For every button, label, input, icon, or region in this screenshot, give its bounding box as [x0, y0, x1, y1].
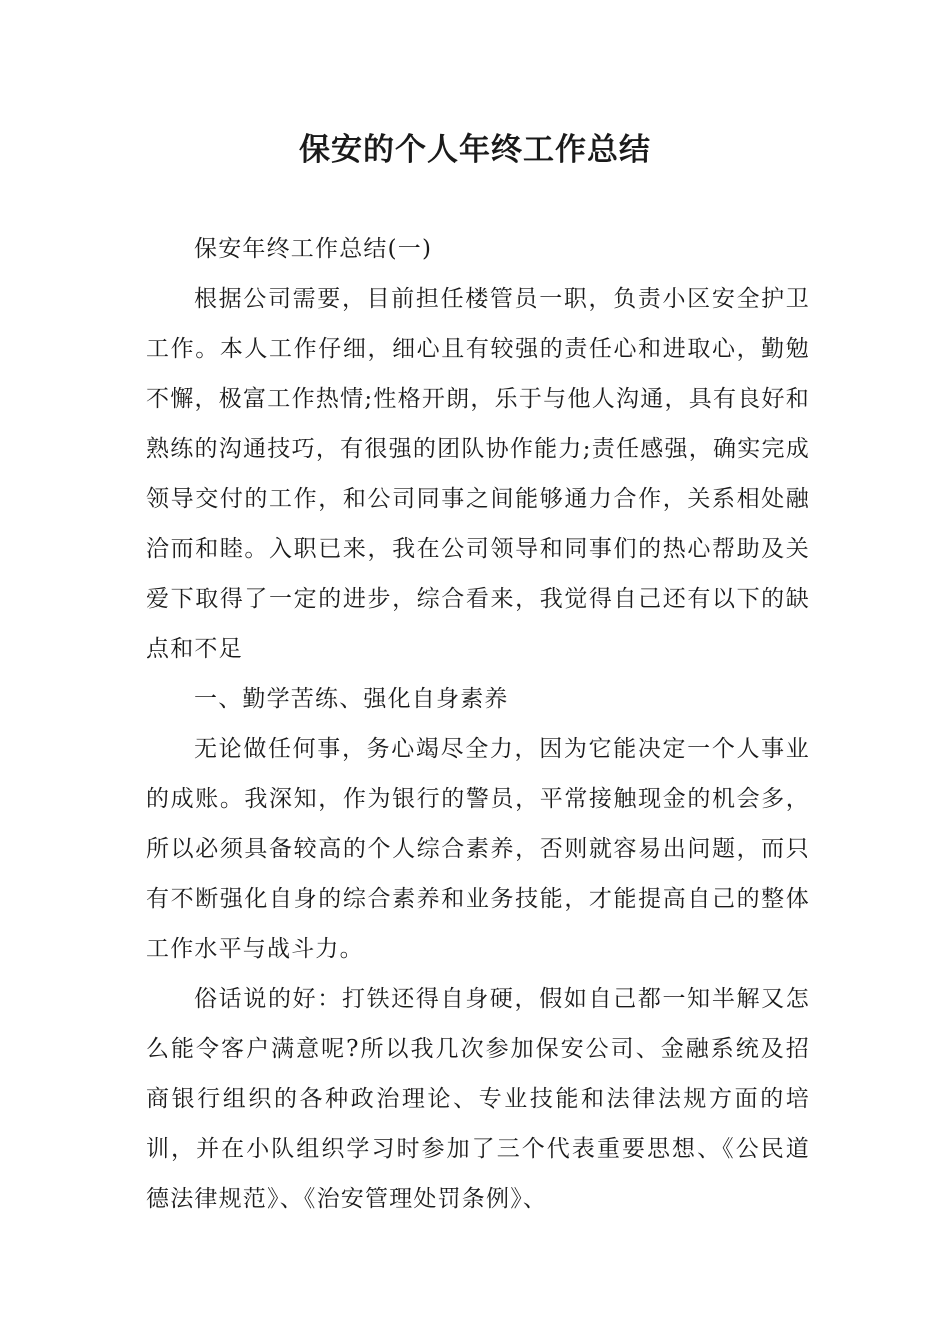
document-body [146, 224, 810, 1224]
section-heading-summary-one: 保安年终工作总结(一) [194, 236, 433, 262]
document-title: 保安的个人年终工作总结 [299, 132, 651, 168]
paragraph-self-assessment: 根据公司需要，目前担任楼管员一职，负责小区安全护卫工作。本人工作仔细，细心且有较强的责任心和进取心，勤勉不懈，极富工作热情;性格开朗，乐于与他人沟通，具有良好和熟练的沟通技巧，有很强的团队协作能力;责任感强，确实完成领导交付的工作，和公司同事之间能够通力合作，关系相处融洽而和睦。入职已来，我在公司领导和同事们的热心帮助及关爱下取得了一定的进步，综合看来，我觉得自己还有以下的缺点和不足 [146, 286, 810, 662]
paragraph-dedication: 无论做任何事，务心竭尽全力，因为它能决定一个人事业的成账。我深知，作为银行的警员，平常接触现金的机会多，所以必须具备较高的个人综合素养，否则就容易出问题，而只有不断强化自身的综合素养和业务技能，才能提高自己的整体工作水平与战斗力。 [146, 736, 810, 962]
section-heading-study-hard: 一、勤学苦练、强化自身素养 [194, 686, 509, 712]
paragraph-training: 俗话说的好：打铁还得自身硬，假如自己都一知半解又怎么能令客户满意呢?所以我几次参加保安公司、金融系统及招商银行组织的各种政治理论、专业技能和法律法规方面的培训，并在小队组织学习时参加了三个代表重要思想、《公民道德法律规范》、《治安管理处罚条例》、 [146, 986, 810, 1212]
